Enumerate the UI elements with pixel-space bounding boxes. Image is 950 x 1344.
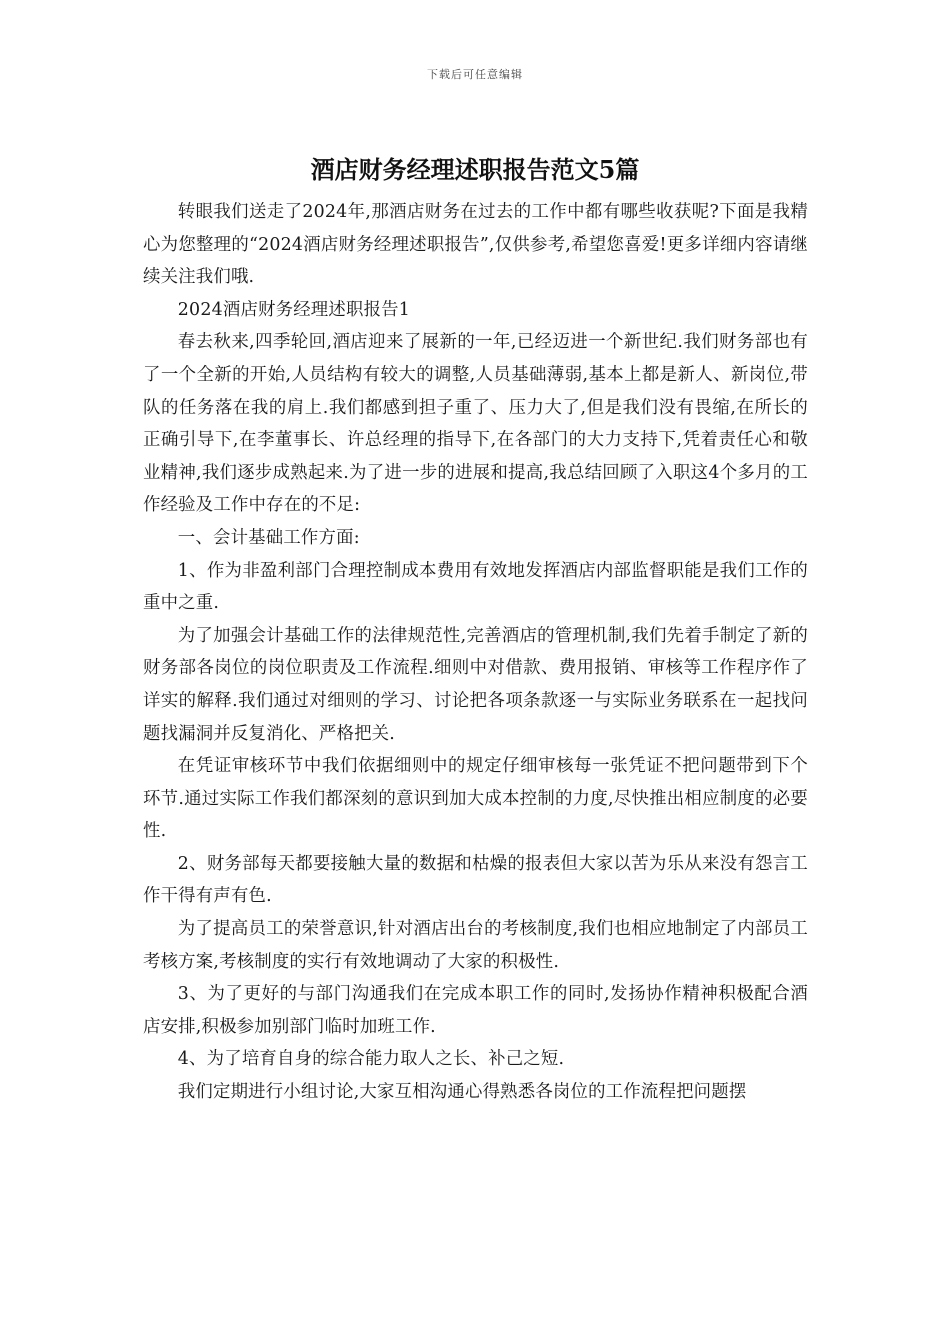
paragraph-item-2: 2、财务部每天都要接触大量的数据和枯燥的报表但大家以苦为乐从来没有怨言工作干得有声有色. — [143, 853, 808, 907]
header-note: 下载后可任意编辑 — [427, 68, 523, 81]
paragraph-assessment: 为了提高员工的荣誉意识,针对酒店出台的考核制度,我们也相应地制定了内部员工考核方案,考核制度的实行有效地调动了大家的积极性. — [143, 919, 808, 972]
section-heading-accounting: 一、会计基础工作方面: — [177, 527, 360, 548]
paragraph-item-3: 3、为了更好的与部门沟通我们在完成本职工作的同时,发扬协作精神积极配合酒店安排,积极参加别部门临时加班工作. — [143, 984, 808, 1037]
paragraph-intro: 转眼我们送走了2024年,那酒店财务在过去的工作中都有哪些收获呢?下面是我精心为您整理的“2024酒店财务经理述职报告”,仅供参考,希望您喜爱!更多详细内容请继续关注我们哦. — [143, 202, 808, 288]
paragraph-report-heading: 2024酒店财务经理述职报告1 — [177, 299, 411, 320]
paragraph-group-discussion: 我们定期进行小组讨论,大家互相沟通心得熟悉各岗位的工作流程把问题摆 — [177, 1082, 747, 1103]
paragraph-item-1: 1、作为非盈利部门合理控制成本费用有效地发挥酒店内部监督职能是我们工作的重中之重. — [143, 560, 808, 614]
paragraph-item-4: 4、为了培育自身的综合能力取人之长、补己之短. — [177, 1049, 565, 1070]
paragraph-voucher-review: 在凭证审核环节中我们依据细则中的规定仔细审核每一张凭证不把问题带到下个环节.通过实际工作我们都深刻的意识到加大成本控制的力度,尽快推出相应制度的必要性. — [143, 756, 808, 842]
paragraph-opening: 春去秋来,四季轮回,酒店迎来了展新的一年,已经迈进一个新世纪.我们财务部也有了一个全新的开始,人员结构有较大的调整,人员基础薄弱,基本上都是新人、新岗位,带队的任务落在我的肩上.我们都感到担子重了、压力大了,但是我们没有畏缩,在所长的正确引导下,在李董事长、许总经理的指导下,在各部门的大力支持下,凭着责任心和敬业精神,我们逐步成熟起来.为了进一步的进展和提高,我总结回顾了入职这4个多月的工作经验及工作中存在的不足: — [143, 332, 808, 516]
document-body — [143, 196, 808, 1109]
paragraph-regulations: 为了加强会计基础工作的法律规范性,完善酒店的管理机制,我们先着手制定了新的财务部各岗位的岗位职责及工作流程.细则中对借款、费用报销、审核等工作程序作了详实的解释.我们通过对细则的学习、讨论把各项条款逐一与实际业务联系在一起找问题找漏洞并反复消化、严格把关. — [143, 625, 808, 744]
document-title: 酒店财务经理述职报告范文5篇 — [310, 155, 640, 184]
